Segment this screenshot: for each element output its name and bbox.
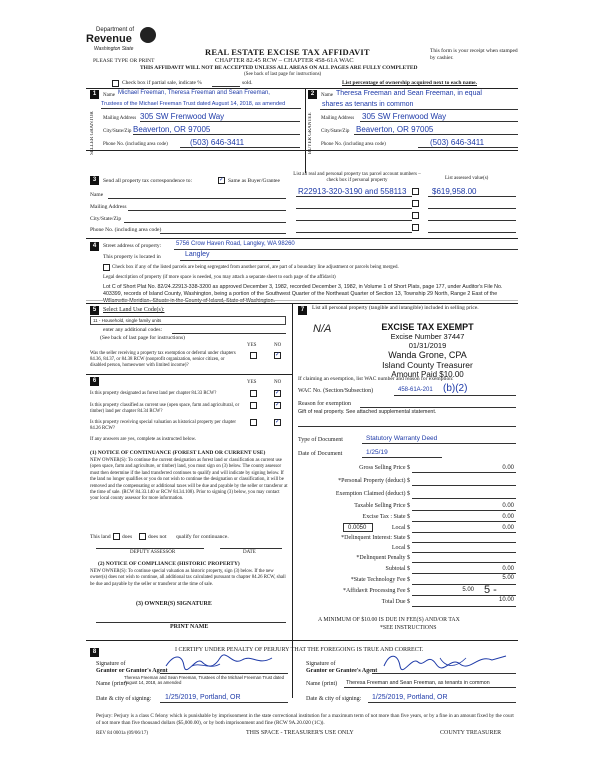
exemption-claimed-label: Exemption Claimed (deduct) $ [335,491,410,497]
doc-type-label: Type of Document [298,437,343,443]
land-use-select[interactable] [90,316,286,325]
doc-type[interactable]: Statutory Warranty Deed [366,435,438,442]
wac-subsection[interactable]: (b)(2) [443,383,468,394]
total-due-label: Total Due $ [381,599,410,605]
perjury-notice: Perjury: Perjury is a class C felony which is punishable by imprisonment in the state correctional institution for a maximum term of not more than five years, or by a fine in an amount fixed by the court of not more than five thousand dollars ($5,000.00), or by both imprisonment and fine (RCW 9A.20.020 (1C)). [96,713,514,726]
taxable-selling-value[interactable]: 0.00 [502,503,514,509]
doc-date-label: Date of Document [298,451,343,457]
buyer-address[interactable]: 305 SW Frenwood Way [362,112,447,121]
form-warning: THIS AFFIDAVIT WILL NOT BE ACCEPTED UNLESS ALL AREAS ON ALL PAGES ARE FULLY COMPLETED [140,65,418,71]
forest-land-question: Is this property designated as forest land per chapter 84.33 RCW? [90,391,217,396]
gross-selling-label: Gross Selling Price $ [359,465,410,471]
same-as-buyer-checkbox[interactable]: ✓ [219,177,225,183]
grantee-sig-label: Signature of [306,661,336,667]
s3-phone-label: Phone No. (including area code) [90,227,162,233]
seller-address-label: Mailing Address [103,116,137,121]
section-6-number: 6 [90,377,99,386]
current-use-question: Is this property classified as current use (open space, farm and agricultural, or timber) land per chapter 84.34 RCW? [90,403,240,414]
seller-city-label: City/State/Zip [103,129,132,134]
personal-property-checkbox-3[interactable] [412,212,419,219]
personal-property-label: List all personal property (tangible and intangible) included in selling price. [312,305,479,311]
doc-date[interactable]: 1/25/19 [366,449,388,456]
gross-selling-value[interactable]: 0.00 [502,465,514,471]
local-label: Local $ [391,525,410,531]
excise-state-label: Excise Tax : State $ [362,514,410,520]
personal-property-checkbox-4[interactable] [412,224,419,231]
buyer-city[interactable]: Beaverton, OR 97005 [356,125,434,134]
local-rate-box[interactable] [343,523,373,532]
section-3-number: 3 [90,176,99,185]
seller-side-label: SELLER GRANTOR [90,111,95,155]
sold-label: sold. [242,80,253,86]
does-label: does [122,534,133,540]
stamp-title: EXCISE TAX EXEMPT [381,322,474,332]
notice-compliance-title: (2) NOTICE OF COMPLIANCE (HISTORIC PROPERTY) [98,561,240,567]
grantor-date-city[interactable]: 1/25/2019, Portland, OR [165,694,241,701]
buyer-name-2[interactable]: shares as tenants in common [322,101,414,108]
rev-number: REV 84 0001a (09/06/17) [96,731,148,736]
same-as-buyer-label: Same as Buyer/Grantee [228,178,280,184]
s5-yes-checkbox[interactable] [250,352,257,359]
this-land-label: This land [90,534,111,540]
delinq-interest-label: *Delinquent Interest: State $ [341,535,410,541]
parcel-numbers[interactable]: R22913-320-3190 and 558113 [298,187,407,196]
grantee-date-city[interactable]: 1/25/2019, Portland, OR [372,694,448,701]
forest-no-checkbox[interactable]: ✓ [275,390,281,396]
personal-property-checkbox-2[interactable] [412,200,419,207]
buyer-name-label: Name [321,93,333,98]
grantee-print-name[interactable]: Theresa Freeman and Sean Freeman, as tenants in common [346,680,490,686]
s5-no-checkbox[interactable]: ✓ [275,352,281,358]
seller-name[interactable]: Michael Freeman, Theresa Freeman and Sean Freeman, [118,90,270,96]
ownership-note: List percentage of ownership acquired next to each name. [342,80,477,86]
located-in[interactable]: Langley [185,251,210,258]
s6-yes-label: YES [247,380,257,385]
delinq-penalty-label: *Delinquent Penalty $ [356,555,410,561]
s5-see-back: (See back of last page for instructions) [100,335,185,341]
stamp-amount: Amount Paid $10.00 [391,370,464,379]
grantee-name-print-label: Name (print) [306,681,338,687]
section-4-number: 4 [90,242,99,251]
grantor-sig-label: Signature of [96,661,126,667]
seller-city[interactable]: Beaverton, OR 97005 [133,125,211,134]
grantee-signature-icon[interactable] [380,650,510,672]
see-instructions: *SEE INSTRUCTIONS [380,625,437,631]
tech-fee-label: *State Technology Fee $ [350,577,410,583]
does-not-label: does not [148,534,167,540]
land-use-label: Select Land Use Code(s): [103,307,165,313]
buyer-phone[interactable]: (503) 646-3411 [430,138,485,147]
section-5-number: 5 [90,306,99,315]
parcel-header: List all real and personal property tax parcel account numbers – check box if personal property [293,172,421,183]
buyer-name[interactable]: Theresa Freeman and Sean Freeman, in equal [336,90,482,97]
personal-property-deduct-label: *Personal Property (deduct) $ [338,478,410,484]
grantor-agent-label: Grantor or Grantor's Agent [96,668,168,674]
form-title: REAL ESTATE EXCISE TAX AFFIDAVIT [205,47,370,57]
total-due-value[interactable]: 10.00 [498,597,514,603]
minimum-note: A MINIMUM OF $10.00 IS DUE IN FEE(S) AND/OR TAX [318,617,460,623]
notice-continuance-body: NEW OWNER(S): To continue the current designation as forest land or classification as current use (open space, farm and agriculture, or timber) land, you must sign on (3) below. The county assessor must then determine if the land transferred continues to qualify and will indicate by signing below. If the land no longer qualifies or you do not wish to continue the designation or classification, it will be removed and the compensating or additional taxes will be due and payable by the seller or transferor at the time of sale. (RCW 84.33.140 or RCW 84.34.108). Prior to signing (3) below, you may contact your local county assessor for more information. [90,458,288,502]
s3-name-label: Name [90,192,104,198]
seller-phone[interactable]: (503) 646-3411 [190,138,245,147]
wa-seal-icon [140,27,156,43]
owner-signature-label: (3) OWNER(S) SIGNATURE [136,601,212,607]
treasurer-space: THIS SPACE - TREASURER'S USE ONLY [246,730,354,736]
wac-label: WAC No. (Section/Subsection) [298,388,374,394]
forest-yes-checkbox[interactable] [250,390,257,397]
section-7-number: 7 [298,306,307,315]
grantee-agent-label: Grantor or Grantee's Agent [306,668,378,674]
partial-sale-label: Check box if partial sale, indicate % [122,80,202,86]
grantor-print-name[interactable]: Theresa Freeman and Sean Freeman, Trustees of the Michael Freeman Trust dated August 14, 2018, as amended [124,675,285,685]
does-checkbox[interactable] [113,533,120,540]
delinq-local-label: Local $ [391,545,410,551]
s6-no-label: NO [274,380,282,385]
s5-yes-label: YES [247,343,257,348]
deputy-assessor-label: DEPUTY ASSESSOR [130,550,176,555]
partial-sale-checkbox[interactable] [112,80,119,87]
subtotal-value[interactable]: 0.00 [502,566,514,572]
stamp-date: 01/31/2019 [408,341,447,350]
partial-sale-pct[interactable] [212,86,240,87]
s5-no-label: NO [274,343,282,348]
if-any-yes: If any answers are yes, complete as instructed below. [90,437,197,442]
segregated-label: Check box if any of the listed parcels are being segregated from another parcel, are part of a boundary line adjustment or parcels being merged. [112,265,399,270]
grantor-date-city-label: Date & city of signing: [96,696,152,702]
section-2-number: 2 [308,90,317,99]
seller-name-2[interactable]: Trustees of the Michael Freeman Trust dated August 14, 2018, as amended [101,101,286,107]
notice-continuance-title: (1) NOTICE OF CONTINUANCE (FOREST LAND OR CURRENT USE) [90,450,266,456]
grantee-date-city-label: Date & city of signing: [306,696,362,702]
claiming-label: If claiming an exemption, list WAC number and reason for exemption: [298,376,454,382]
section-8-number: 8 [90,648,99,657]
current-use-no-checkbox[interactable]: ✓ [275,402,281,408]
taxable-selling-label: Taxable Selling Price $ [354,503,410,509]
subtotal-label: Subtotal $ [385,566,410,572]
print-name-label: PRINT NAME [170,624,209,630]
local-value[interactable]: 0.00 [502,525,514,531]
additional-codes-label: enter any additional codes: [103,327,163,333]
land-use-value: 11 - Household, single family units [93,318,162,323]
street-address[interactable]: 5756 Crow Haven Road, Langley, WA 98260 [176,241,295,247]
does-not-checkbox[interactable] [139,533,146,540]
receipt-note: This form is your receipt when stamped by cashier. [430,48,518,61]
seller-name-label: Name [103,93,115,98]
certify-statement: I CERTIFY UNDER PENALTY OF PERJURY THAT THE FOREGOING IS TRUE AND CORRECT. [175,647,424,653]
located-in-label: This property is located in [103,254,161,260]
agency-name: Revenue [86,33,132,45]
legal-description-label: Legal description of property (if more space is needed, you may attach a separate sheet to each page of the affidavit) [103,275,336,280]
personal-property-checkbox-1[interactable] [412,188,419,195]
grantor-name-print-label: Name (print) [96,681,128,687]
buyer-phone-label: Phone No. (including area code) [321,142,386,147]
affidavit-fee-value[interactable]: 5.00 [462,587,474,593]
exemption-question: Was the seller receiving a property tax exemption or deferral under chapters 84.36, 84.37, or 84.38 RCW (nonprofit organization, senior citizen, or disabled person, homeowner with limited income)? [90,351,236,368]
assessed-value[interactable]: $619,958.00 [432,187,477,196]
assessed-header: List assessed value(s) [445,176,489,181]
dor-logo [86,27,148,57]
reason-label: Reason for exemption [298,401,351,407]
type-or-print: PLEASE TYPE OR PRINT [93,58,155,64]
buyer-address-label: Mailing Address [321,116,355,121]
affidavit-fee-label: *Affidavit Processing Fee $ [342,588,410,594]
excise-state-value[interactable]: 0.00 [502,514,514,520]
s3-address-label: Mailing Address [90,204,127,210]
buyer-city-label: City/State/Zip [321,129,350,134]
form-chapter: CHAPTER 82.45 RCW – CHAPTER 458-61A WAC [215,57,354,64]
historical-question: Is this property receiving special valuation as historical property per chapter 84.26 RCW? [90,420,236,431]
s3-city-label: City/State/Zip [90,216,122,222]
historical-no-checkbox[interactable]: ✓ [275,419,281,425]
send-correspondence-label: Send all property tax correspondence to: [103,178,193,184]
grantor-signature-icon[interactable] [162,652,282,672]
exempt-stamp [350,322,505,379]
notice-compliance-body: NEW OWNER(S): To continue special valuation as historic property, sign (3) below. If the new owner(s) does not wish to continue, all additional tax calculated pursuant to chapter 84.26 RCW, shall be due and payable by the seller or transferor at the time of sale. [90,569,286,587]
current-use-yes-checkbox[interactable] [250,402,257,409]
buyer-side-label: BUYER GRANTEE [308,112,313,154]
stamp-name: Wanda Grone, CPA [388,350,467,360]
section-1-number: 1 [90,90,99,99]
legal-description[interactable]: Lot C of Short Plat No. 82/24.22913-338-3200 as approved December 3, 1982, recorded December 3, 1982, in Volume 1 of Short Plats, page 177, under Auditor's File No. 403399, records of Island County, Washington, being a portion of the Southwest Quarter of the Northeast Quarter of Section 13, Township 29 North, Range 2 East of the Willamette Meridian. Situate in the County of Island, State of Washington. [103,284,503,304]
seller-phone-label: Phone No. (including area code) [103,142,168,147]
tech-fee-value[interactable]: 5.00 [502,575,514,581]
wac-number[interactable]: 458-61A-201 [398,387,433,393]
qualify-label: qualify for continuance. [176,534,229,540]
county-treasurer: COUNTY TREASURER [440,730,502,736]
see-back-note: (See back of last page for instructions) [244,72,322,77]
segregated-checkbox[interactable] [103,264,110,271]
personal-property-na[interactable]: N/A [313,323,332,335]
stamp-excise-number: Excise Number 37447 [390,332,465,341]
exemption-reason[interactable]: Gift of real property. See attached supplemental statement. [298,409,437,415]
street-address-label: Street address of property: [103,243,162,249]
assessor-date-label: DATE [243,550,256,555]
stamp-office: Island County Treasurer [382,360,473,370]
agency-line3: Washington State [94,46,134,52]
seller-address[interactable]: 305 SW Frenwood Way [140,112,225,121]
affidavit-fee-hand: 5 - [484,584,497,596]
agency-line1: Department of [96,27,135,33]
local-rate: 0.0050 [348,525,367,531]
historical-yes-checkbox[interactable] [250,419,257,426]
